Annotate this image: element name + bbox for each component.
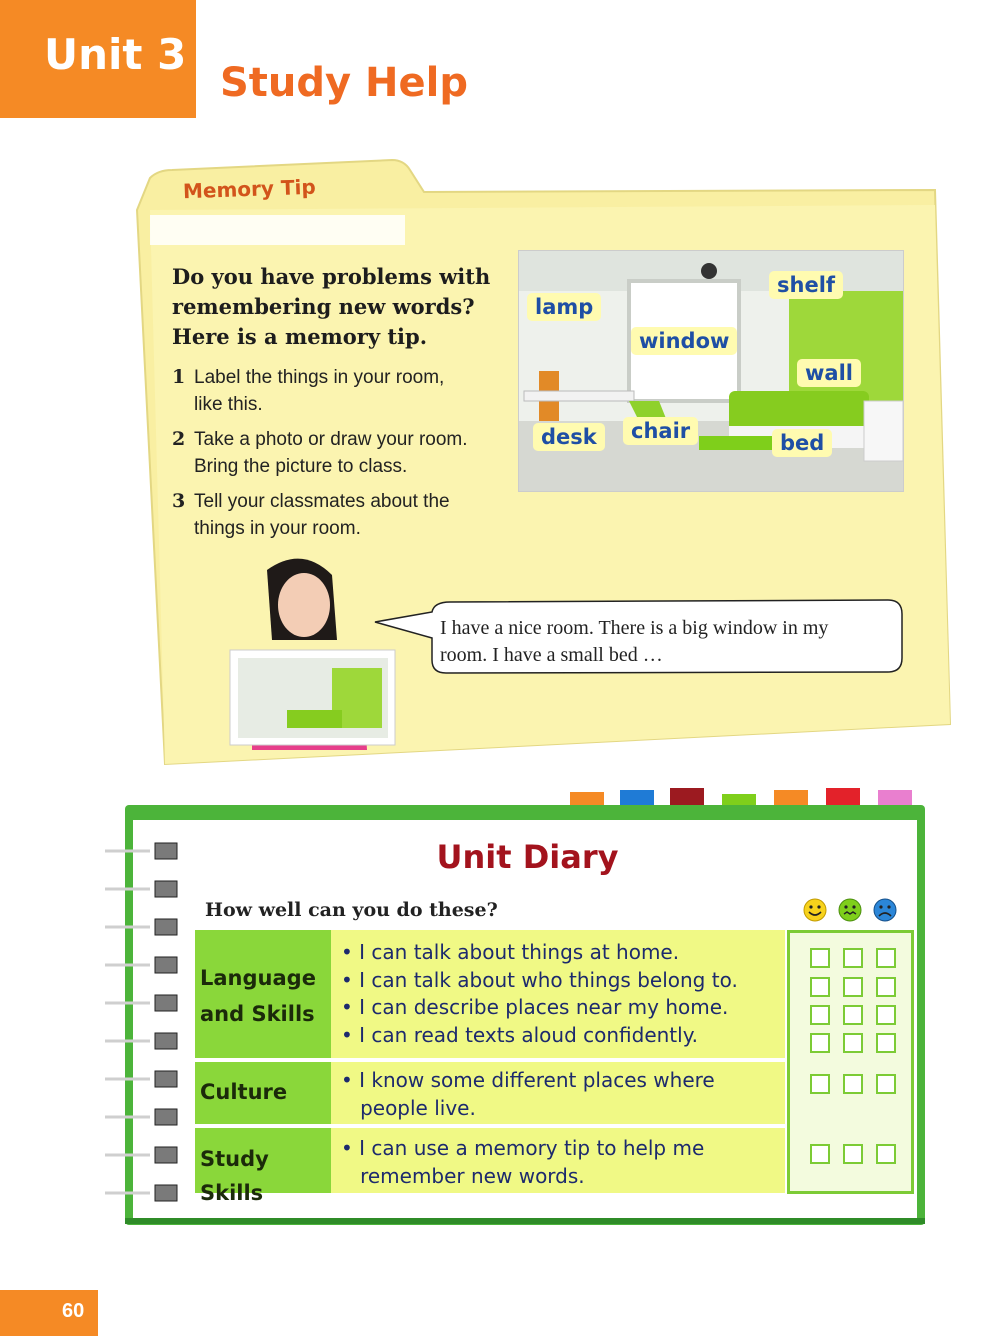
checkbox-happy[interactable] [810,977,830,997]
diary-item: people live. [341,1096,476,1120]
checkbox-neutral[interactable] [843,1005,863,1025]
step-text: Bring the picture to class. [194,456,408,477]
step-text: like this. [194,394,263,415]
intro-line: Do you have problems with [172,264,491,289]
row-items [331,930,785,1058]
diary-item: remember new words. [341,1164,585,1188]
self-assessment-panel [787,930,914,1194]
label-window: window [631,327,737,355]
diary-item: • I can read texts aloud confidently. [341,1023,699,1047]
step-number: 3 [172,490,186,512]
checkbox-sad[interactable] [876,1033,896,1053]
checkbox-sad[interactable] [876,948,896,968]
intro-line: remembering new words? [172,294,475,319]
label-lamp: lamp [527,293,601,321]
diary-item: • I know some different places where [341,1068,715,1092]
unit-label: Unit 3 [44,30,187,79]
happy-face-icon [804,899,826,921]
checkbox-neutral[interactable] [843,1074,863,1094]
label-bed: bed [772,429,832,457]
row-label-line: Culture [200,1080,288,1104]
checkbox-sad[interactable] [876,1144,896,1164]
step-number: 1 [172,366,186,388]
page-title: Study Help [220,60,468,106]
row-label [195,1062,331,1124]
checkbox-neutral[interactable] [843,1144,863,1164]
step-text: Take a photo or draw your room. [194,429,468,450]
diary-row-study-skills [195,1128,785,1205]
checkbox-sad[interactable] [876,1005,896,1025]
spiral-binding [100,835,190,1205]
step-text: Label the things in your room, [194,367,445,388]
diary-item: • I can describe places near my home. [341,995,729,1019]
label-wall: wall [797,359,861,387]
checkbox-happy[interactable] [810,1074,830,1094]
label-desk: desk [533,423,605,451]
row-label-line: Language [200,966,316,990]
checkbox-sad[interactable] [876,1074,896,1094]
diary-row-language [195,930,785,1058]
row-label [195,930,331,1058]
step-text: things in your room. [194,518,361,539]
diary-item: • I can use a memory tip to help me [341,1136,705,1160]
checkbox-sad[interactable] [876,977,896,997]
sad-face-icon [874,899,896,921]
checkbox-neutral[interactable] [843,948,863,968]
neutral-face-icon [839,899,861,921]
row-items [331,1128,785,1193]
memory-tip-label: Memory Tip [182,174,317,204]
row-label [195,1128,331,1205]
step-text: Tell your classmates about the [194,491,450,512]
checkbox-happy[interactable] [810,1005,830,1025]
diary-question: How well can you do these? [205,899,498,921]
speech-line: I have a nice room. There is a big window in my [440,617,829,639]
diary-item: • I can talk about things at home. [341,940,680,964]
label-chair: chair [623,417,698,445]
row-label-line: Study Skills [200,1147,269,1205]
page-number-tab [0,1290,98,1336]
label-shelf: shelf [769,271,843,299]
checkbox-happy[interactable] [810,1144,830,1164]
checkbox-happy[interactable] [810,1033,830,1053]
diary-row-culture [195,1062,785,1124]
checkbox-neutral[interactable] [843,1033,863,1053]
intro-line: Here is a memory tip. [172,324,428,349]
row-label-line: and Skills [200,1002,315,1026]
speech-line: room. I have a small bed … [440,644,663,666]
speech-text [440,615,900,669]
step-number: 2 [172,428,186,450]
page-number: 60 [62,1300,85,1322]
checkbox-neutral[interactable] [843,977,863,997]
checkbox-happy[interactable] [810,948,830,968]
diary-title: Unit Diary [436,838,619,876]
row-items [331,1062,785,1124]
diary-item: • I can talk about who things belong to. [341,968,738,992]
face-icons [800,896,900,924]
